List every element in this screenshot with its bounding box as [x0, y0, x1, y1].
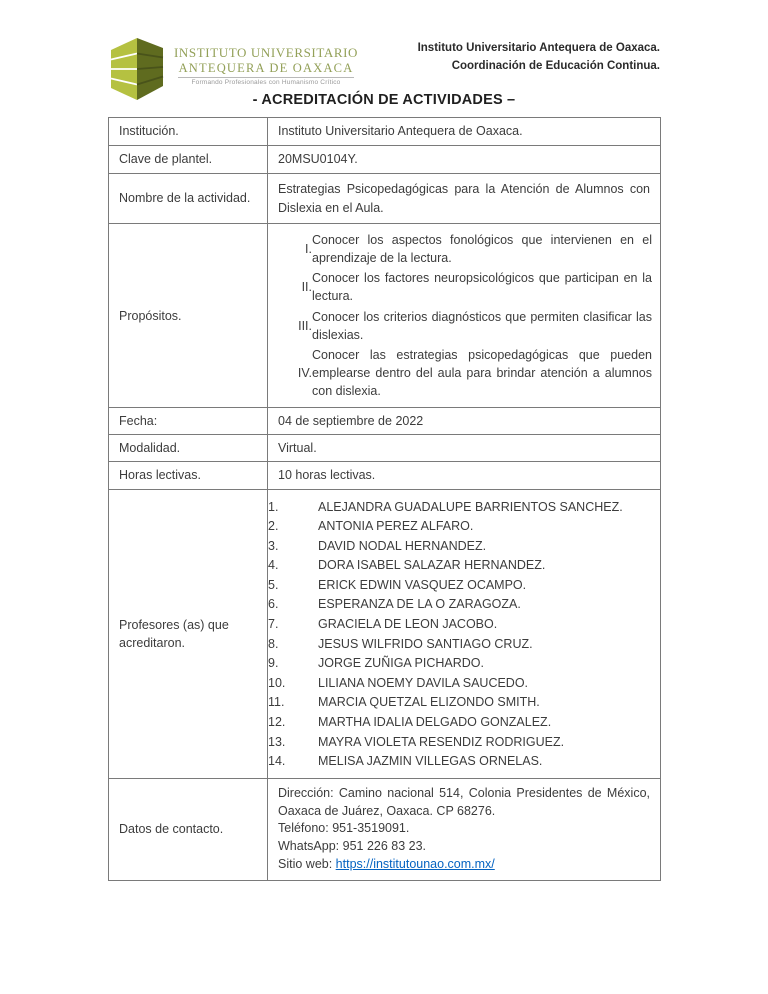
teacher-number: 6.: [268, 597, 279, 612]
contact-website-label: Sitio web:: [278, 856, 336, 871]
row-value-institucion: Instituto Universitario Antequera de Oaxaca.: [268, 118, 661, 146]
objective-marker: I.: [305, 242, 312, 257]
table-row-profesores: [109, 489, 661, 778]
teacher-item: [268, 674, 652, 694]
logo-text-block: [174, 46, 358, 86]
row-value-clave: 20MSU0104Y.: [268, 146, 661, 174]
row-value-nombre-actividad: Estrategias Psicopedagógicas para la Atención de Alumnos con Dislexia en el Aula.: [268, 174, 661, 224]
objective-text: Conocer los aspectos fonológicos que intervienen en el aprendizaje de la lectura.: [312, 233, 652, 266]
teacher-item: [268, 693, 652, 713]
objective-item: [268, 268, 652, 306]
row-label-clave: Clave de plantel.: [109, 146, 268, 174]
teacher-item: [268, 498, 652, 518]
teacher-number: 4.: [268, 558, 279, 573]
row-label-propositos: Propósitos.: [109, 224, 268, 408]
header-org-department: Coordinación de Educación Continua.: [451, 59, 660, 72]
contact-website-line: [278, 856, 650, 874]
objective-item: [268, 230, 652, 268]
teacher-name: JESUS WILFRIDO SANTIAGO CRUZ.: [318, 636, 533, 651]
teacher-name: DORA ISABEL SALAZAR HERNANDEZ.: [318, 558, 546, 573]
teacher-number: 9.: [268, 656, 279, 671]
teacher-number: 1.: [268, 499, 279, 514]
objective-marker: IV.: [297, 365, 312, 380]
teacher-name: ESPERANZA DE LA O ZARAGOZA.: [318, 597, 521, 612]
row-value-contacto: [268, 778, 661, 880]
teacher-name: MELISA JAZMIN VILLEGAS ORNELAS.: [318, 754, 543, 769]
teacher-item: [268, 713, 652, 733]
teacher-name: MARTHA IDALIA DELGADO GONZALEZ.: [318, 715, 552, 730]
teacher-name: MAYRA VIOLETA RESENDIZ RODRIGUEZ.: [318, 734, 565, 749]
contact-address: Dirección: Camino nacional 514, Colonia Presidentes de México, Oaxaca de Juárez, Oaxaca. CP 68276.: [278, 785, 650, 818]
objective-marker: III.: [298, 318, 312, 333]
row-label-modalidad: Modalidad.: [109, 435, 268, 462]
header-org-block: [418, 40, 660, 76]
logo-divider: [178, 77, 354, 78]
teacher-name: MARCIA QUETZAL ELIZONDO SMITH.: [318, 695, 540, 710]
teachers-list: [268, 498, 652, 772]
row-value-horas: 10 horas lectivas.: [268, 462, 661, 489]
accreditation-table: [108, 117, 661, 881]
teacher-item: [268, 635, 652, 655]
row-label-fecha: Fecha:: [109, 408, 268, 435]
teacher-number: 13.: [268, 734, 286, 749]
teacher-number: 7.: [268, 617, 279, 632]
table-row-nombre-actividad: [109, 174, 661, 224]
page-title: - ACREDITACIÓN DE ACTIVIDADES –: [252, 92, 516, 108]
website-link[interactable]: https://institutounao.com.mx/: [335, 856, 495, 871]
teacher-item: [268, 576, 652, 596]
teacher-name: LILIANA NOEMY DAVILA SAUCEDO.: [318, 675, 529, 690]
teacher-name: ERICK EDWIN VASQUEZ OCAMPO.: [318, 577, 527, 592]
teacher-number: 12.: [268, 715, 286, 730]
table-row-institucion: [109, 118, 661, 146]
contact-phone: Teléfono: 951-3519091.: [278, 821, 410, 836]
logo-tagline: Formando Profesionales con Humanismo Crítico: [191, 79, 341, 87]
table-row-modalidad: [109, 435, 661, 462]
teacher-item: [268, 615, 652, 635]
teacher-number: 5.: [268, 577, 279, 592]
table-row-horas: [109, 462, 661, 489]
row-value-modalidad: Virtual.: [268, 435, 661, 462]
logo-name-line2: ANTEQUERA DE OAXACA: [178, 60, 354, 75]
objective-item: [268, 345, 652, 401]
teacher-item: [268, 556, 652, 576]
table-row-contacto: [109, 778, 661, 880]
teacher-number: 14.: [268, 754, 286, 769]
teacher-name: ALEJANDRA GUADALUPE BARRIENTOS SANCHEZ.: [318, 499, 623, 514]
row-label-horas: Horas lectivas.: [109, 462, 268, 489]
teacher-item: [268, 517, 652, 537]
row-value-propositos: [268, 224, 661, 408]
teacher-name: DAVID NODAL HERNANDEZ.: [318, 538, 487, 553]
objective-text: Conocer los factores neuropsicológicos que participan en la lectura.: [312, 271, 652, 304]
teacher-number: 11.: [268, 695, 285, 710]
row-label-contacto: Datos de contacto.: [109, 778, 268, 880]
teacher-item: [268, 733, 652, 753]
contact-whatsapp: WhatsApp: 951 226 83 23.: [278, 839, 427, 854]
objectives-list: [268, 230, 652, 401]
teacher-name: GRACIELA DE LEON JACOBO.: [318, 617, 498, 632]
teacher-number: 3.: [268, 538, 279, 553]
row-value-profesores: [268, 489, 661, 778]
teacher-item: [268, 595, 652, 615]
teacher-name: ANTONIA PEREZ ALFARO.: [318, 519, 474, 534]
table-row-propositos: [109, 224, 661, 408]
row-label-profesores: Profesores (as) que acreditaron.: [109, 489, 268, 778]
objective-marker: II.: [301, 280, 312, 295]
teacher-item: [268, 537, 652, 557]
logo-name-line1: INSTITUTO UNIVERSITARIO: [174, 45, 359, 60]
row-value-fecha: 04 de septiembre de 2022: [268, 408, 661, 435]
objective-text: Conocer las estrategias psicopedagógicas que pueden emplearse dentro del aula para brindar atención a alumnos con dislexia.: [312, 347, 652, 398]
teacher-number: 10.: [268, 675, 286, 690]
teacher-name: JORGE ZUÑIGA PICHARDO.: [318, 656, 484, 671]
teacher-item: [268, 654, 652, 674]
objective-item: [268, 307, 652, 345]
objective-text: Conocer los criterios diagnósticos que permiten clasificar las dislexias.: [312, 309, 652, 342]
teacher-number: 8.: [268, 636, 279, 651]
row-label-institucion: Institución.: [109, 118, 268, 146]
header-org-name: Instituto Universitario Antequera de Oaxaca.: [417, 42, 660, 54]
teacher-item: [268, 752, 652, 772]
table-row-clave: [109, 146, 661, 174]
row-label-nombre-actividad: Nombre de la actividad.: [109, 174, 268, 224]
table-row-fecha: [109, 408, 661, 435]
teacher-number: 2.: [268, 519, 279, 534]
